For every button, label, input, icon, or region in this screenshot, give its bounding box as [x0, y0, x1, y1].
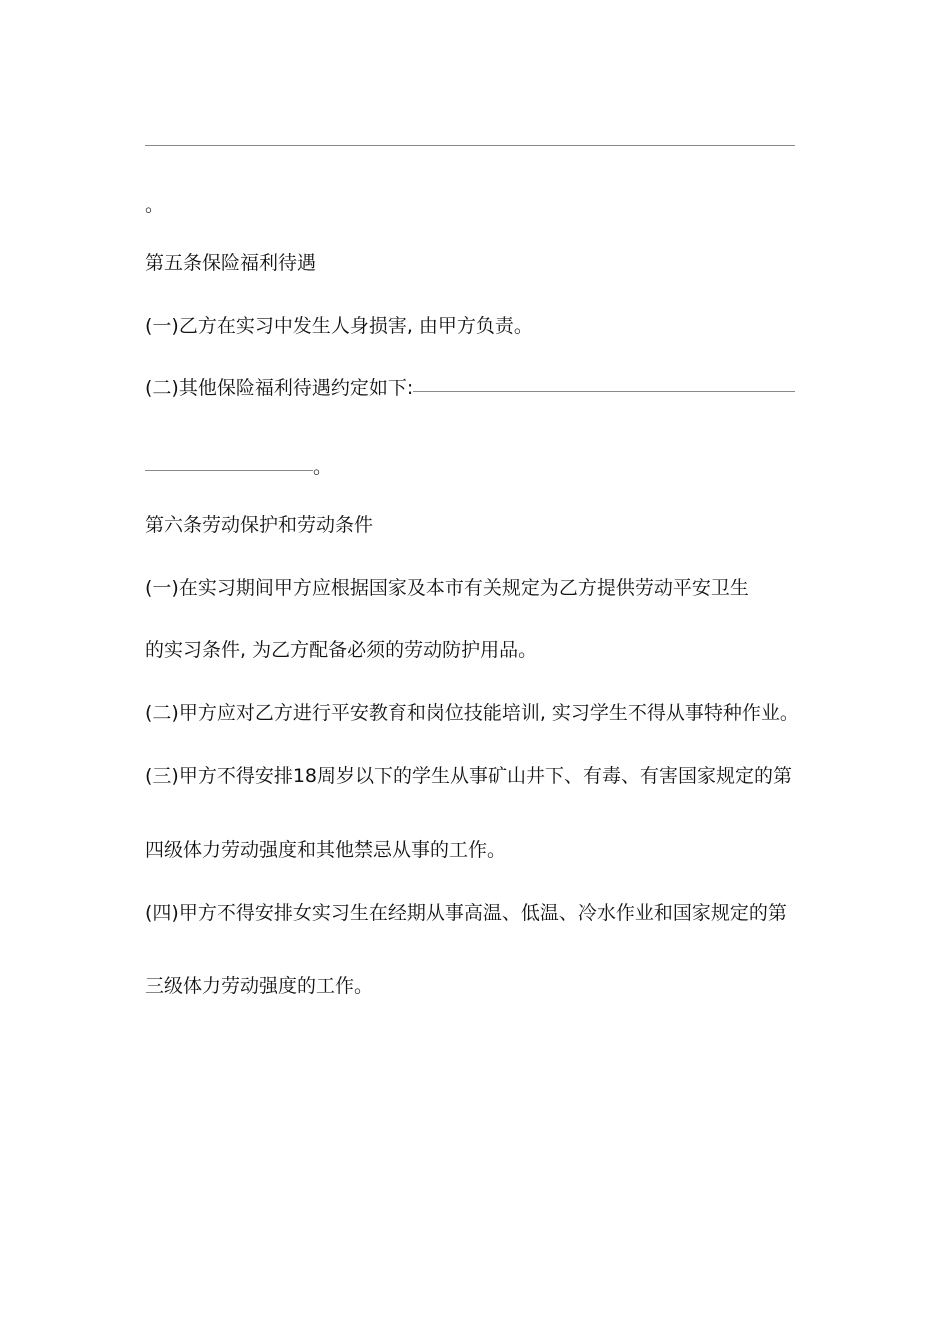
article-6-clause-4-continuation: 三级体力劳动强度的工作。 [145, 975, 374, 997]
blank-fill-line [413, 391, 795, 392]
article-6-clause-1-continuation: 的实习条件, 为乙方配备必须的劳动防护用品。 [145, 639, 538, 661]
article-5-clause-1: (一)乙方在实习中发生人身损害, 由甲方负责。 [145, 315, 533, 337]
blank-fill-line [145, 470, 313, 471]
paragraph-end-mark: 。 [145, 194, 165, 216]
article-6-clause-3-continuation: 四级体力劳动强度和其他禁忌从事的工作。 [145, 839, 507, 861]
article-6-heading: 第六条劳动保护和劳动条件 [145, 514, 374, 536]
article-5-clause-2-continuation [145, 455, 332, 479]
article-5-heading: 第五条保险福利待遇 [145, 252, 317, 274]
blank-fill-line [145, 145, 795, 146]
article-5-clause-2-text: (二)其他保险福利待遇约定如下: [145, 377, 414, 399]
article-6-clause-1: (一)在实习期间甲方应根据国家及本市有关规定为乙方提供劳动平安卫生 [145, 577, 749, 599]
article-6-clause-2: (二)甲方应对乙方进行平安教育和岗位技能培训, 实习学生不得从事特种作业。 [145, 702, 799, 724]
paragraph-end-mark: 。 [313, 456, 333, 478]
article-5-clause-2 [145, 376, 795, 400]
article-6-clause-4: (四)甲方不得安排女实习生在经期从事高温、低温、冷水作业和国家规定的第 [145, 902, 787, 924]
article-6-clause-3: (三)甲方不得安排18周岁以下的学生从事矿山井下、有毒、有害国家规定的第 [145, 765, 793, 787]
